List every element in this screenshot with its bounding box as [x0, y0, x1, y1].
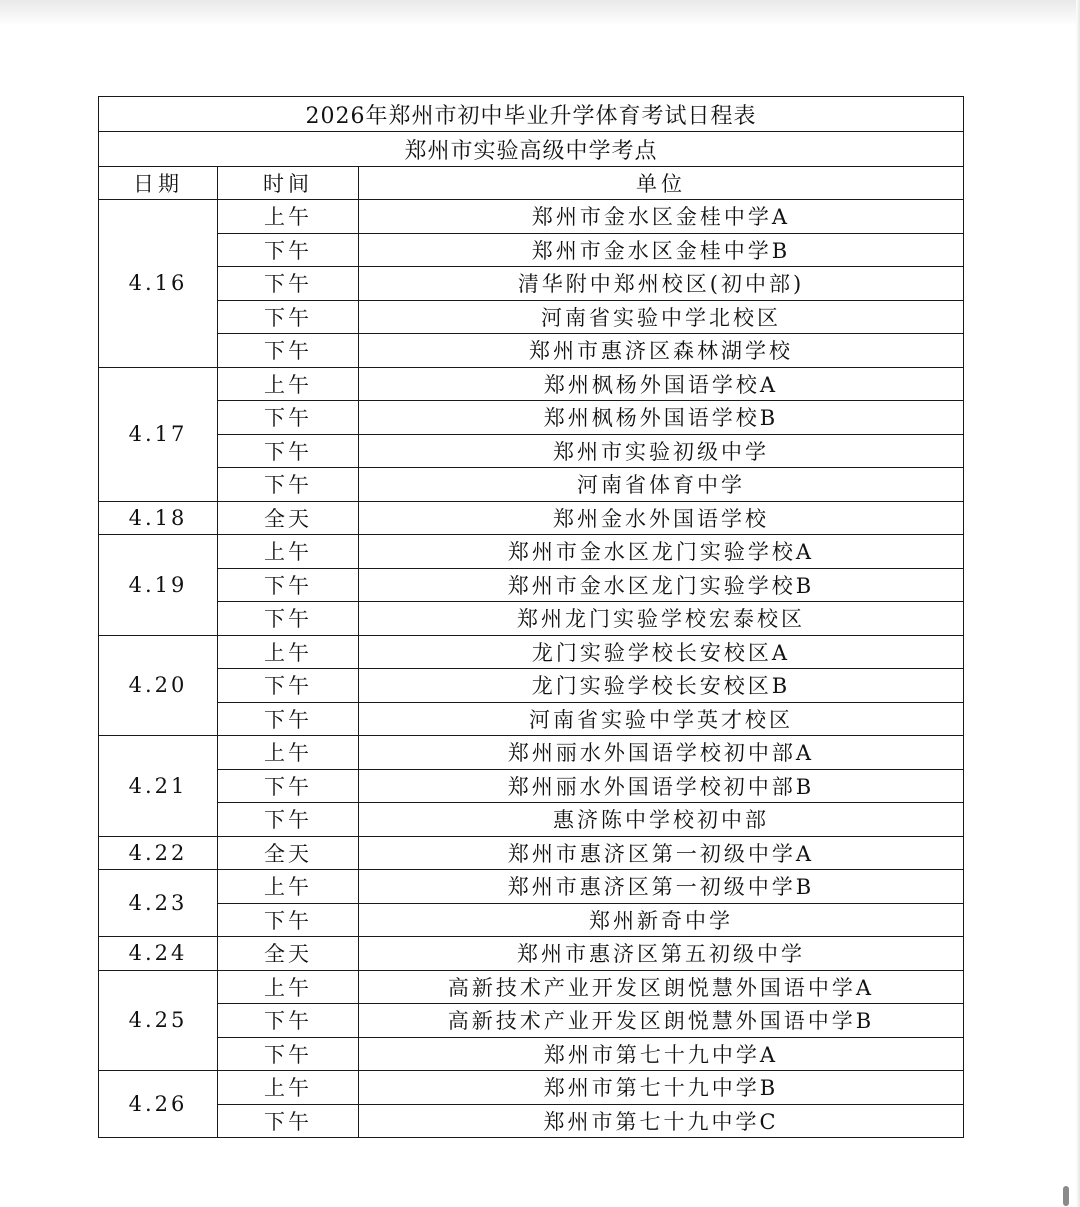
time-cell: 下午 — [218, 669, 359, 703]
document-title: 2026年郑州市初中毕业升学体育考试日程表 — [99, 97, 964, 132]
date-cell: 4.21 — [99, 736, 218, 837]
time-cell: 下午 — [218, 233, 359, 267]
table-row — [99, 702, 964, 736]
table-row — [99, 635, 964, 669]
time-cell: 下午 — [218, 903, 359, 937]
table-row — [99, 769, 964, 803]
table-row — [99, 568, 964, 602]
table-row — [99, 1104, 964, 1138]
table-row — [99, 300, 964, 334]
unit-cell: 龙门实验学校长安校区B — [359, 669, 964, 703]
time-cell: 上午 — [218, 736, 359, 770]
table-row — [99, 836, 964, 870]
time-cell: 上午 — [218, 200, 359, 234]
date-cell: 4.17 — [99, 367, 218, 501]
time-cell: 下午 — [218, 769, 359, 803]
unit-cell: 河南省实验中学北校区 — [359, 300, 964, 334]
table-row — [99, 870, 964, 904]
table-row — [99, 468, 964, 502]
table-row — [99, 803, 964, 837]
time-cell: 下午 — [218, 702, 359, 736]
unit-cell: 清华附中郑州校区(初中部) — [359, 267, 964, 301]
unit-cell: 郑州新奇中学 — [359, 903, 964, 937]
unit-cell: 郑州市金水区金桂中学A — [359, 200, 964, 234]
time-cell: 下午 — [218, 401, 359, 435]
unit-cell: 河南省体育中学 — [359, 468, 964, 502]
date-cell: 4.16 — [99, 200, 218, 368]
time-cell: 下午 — [218, 267, 359, 301]
schedule-table — [98, 96, 964, 1138]
unit-cell: 高新技术产业开发区朗悦慧外国语中学B — [359, 1004, 964, 1038]
table-row — [99, 669, 964, 703]
date-cell: 4.20 — [99, 635, 218, 736]
time-cell: 下午 — [218, 300, 359, 334]
table-row — [99, 937, 964, 971]
date-cell: 4.22 — [99, 836, 218, 870]
schedule-body — [99, 200, 964, 1138]
table-row — [99, 736, 964, 770]
table-row — [99, 1071, 964, 1105]
unit-cell: 郑州市第七十九中学A — [359, 1037, 964, 1071]
table-row — [99, 401, 964, 435]
table-row — [99, 233, 964, 267]
table-row — [99, 267, 964, 301]
table-row — [99, 501, 964, 535]
date-cell: 4.26 — [99, 1071, 218, 1138]
time-cell: 下午 — [218, 803, 359, 837]
time-cell: 上午 — [218, 1071, 359, 1105]
time-cell: 下午 — [218, 1004, 359, 1038]
unit-cell: 郑州市金水区金桂中学B — [359, 233, 964, 267]
date-cell: 4.19 — [99, 535, 218, 636]
time-cell: 上午 — [218, 535, 359, 569]
table-row — [99, 1037, 964, 1071]
unit-cell: 河南省实验中学英才校区 — [359, 702, 964, 736]
time-cell: 下午 — [218, 334, 359, 368]
time-cell: 全天 — [218, 937, 359, 971]
time-cell: 下午 — [218, 602, 359, 636]
table-row — [99, 970, 964, 1004]
time-cell: 上午 — [218, 367, 359, 401]
table-row — [99, 434, 964, 468]
unit-cell: 龙门实验学校长安校区A — [359, 635, 964, 669]
table-row — [99, 367, 964, 401]
unit-cell: 郑州市惠济区第五初级中学 — [359, 937, 964, 971]
title-row — [99, 97, 964, 132]
header-date: 日期 — [99, 167, 218, 200]
unit-cell: 郑州市金水区龙门实验学校A — [359, 535, 964, 569]
time-cell: 下午 — [218, 468, 359, 502]
time-cell: 全天 — [218, 501, 359, 535]
top-edge-shadow — [0, 0, 1080, 26]
date-cell: 4.25 — [99, 970, 218, 1071]
time-cell: 上午 — [218, 970, 359, 1004]
header-time: 时间 — [218, 167, 359, 200]
unit-cell: 高新技术产业开发区朗悦慧外国语中学A — [359, 970, 964, 1004]
unit-cell: 郑州枫杨外国语学校A — [359, 367, 964, 401]
date-cell: 4.23 — [99, 870, 218, 937]
right-edge-shadow — [1076, 0, 1080, 1207]
unit-cell: 郑州市惠济区森林湖学校 — [359, 334, 964, 368]
unit-cell: 郑州枫杨外国语学校B — [359, 401, 964, 435]
table-row — [99, 602, 964, 636]
table-row — [99, 903, 964, 937]
time-cell: 全天 — [218, 836, 359, 870]
unit-cell: 郑州市第七十九中学B — [359, 1071, 964, 1105]
table-row — [99, 535, 964, 569]
time-cell: 下午 — [218, 1037, 359, 1071]
unit-cell: 郑州丽水外国语学校初中部A — [359, 736, 964, 770]
time-cell: 下午 — [218, 1104, 359, 1138]
date-cell: 4.18 — [99, 501, 218, 535]
unit-cell: 郑州市实验初级中学 — [359, 434, 964, 468]
unit-cell: 郑州市金水区龙门实验学校B — [359, 568, 964, 602]
column-header-row — [99, 167, 964, 200]
date-cell: 4.24 — [99, 937, 218, 971]
time-cell: 上午 — [218, 870, 359, 904]
unit-cell: 郑州市惠济区第一初级中学B — [359, 870, 964, 904]
table-row — [99, 334, 964, 368]
unit-cell: 郑州金水外国语学校 — [359, 501, 964, 535]
unit-cell: 惠济陈中学校初中部 — [359, 803, 964, 837]
document-subtitle: 郑州市实验高级中学考点 — [99, 132, 964, 167]
header-unit: 单位 — [359, 167, 964, 200]
table-row — [99, 1004, 964, 1038]
unit-cell: 郑州市第七十九中学C — [359, 1104, 964, 1138]
unit-cell: 郑州丽水外国语学校初中部B — [359, 769, 964, 803]
scroll-indicator[interactable] — [1063, 1186, 1069, 1206]
time-cell: 下午 — [218, 434, 359, 468]
table-row — [99, 200, 964, 234]
time-cell: 下午 — [218, 568, 359, 602]
unit-cell: 郑州龙门实验学校宏泰校区 — [359, 602, 964, 636]
time-cell: 上午 — [218, 635, 359, 669]
subtitle-row — [99, 132, 964, 167]
unit-cell: 郑州市惠济区第一初级中学A — [359, 836, 964, 870]
